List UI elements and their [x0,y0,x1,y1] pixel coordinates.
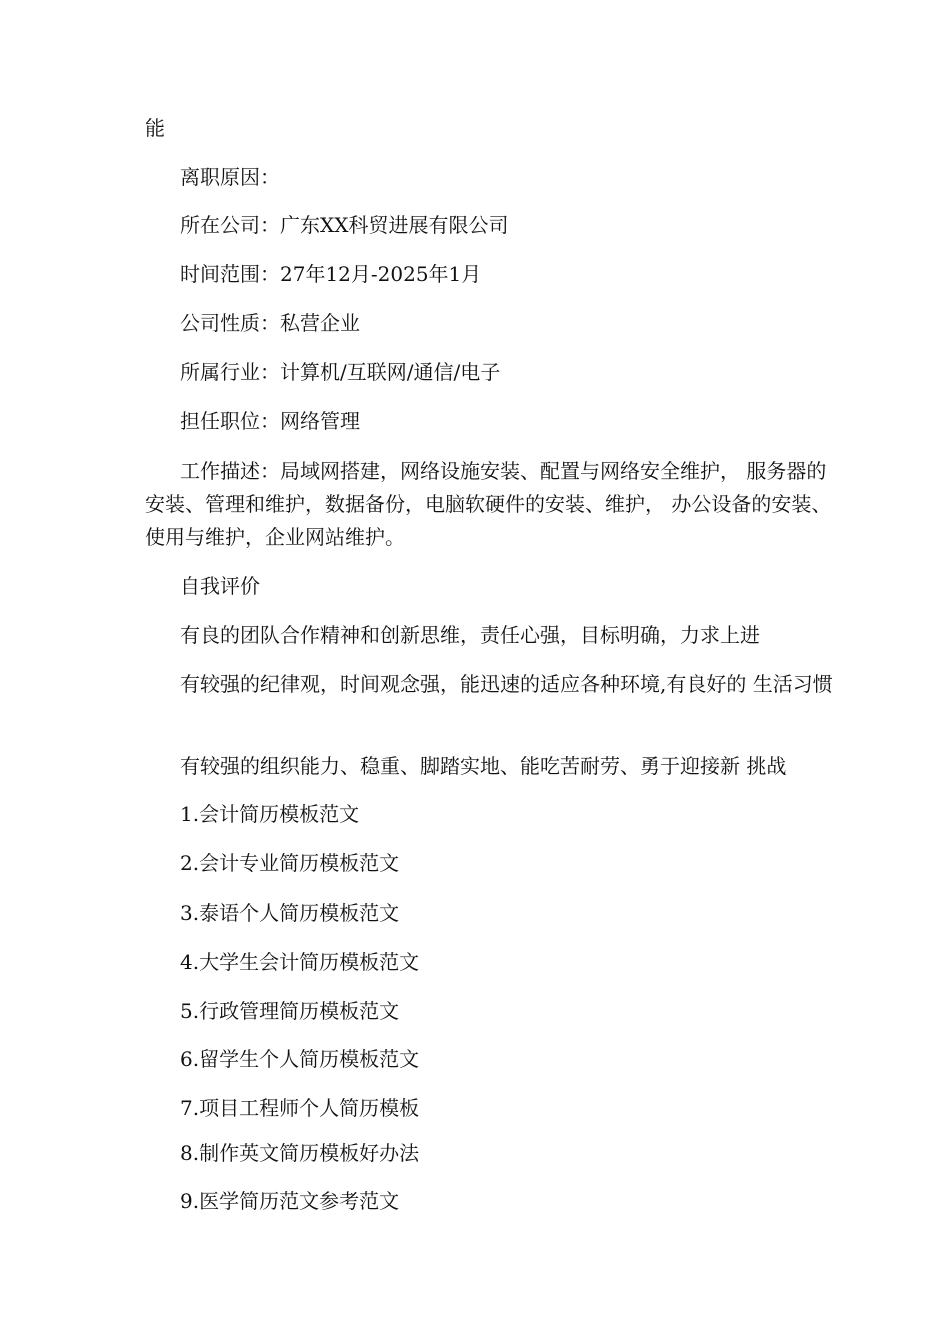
text-line-continuation: 能 [145,116,165,140]
list-item: 1.会计简历模板范文 [180,802,360,826]
list-item: 4.大学生会计简历模板范文 [180,950,420,974]
text-line-position: 担任职位：网络管理 [180,409,360,433]
section-heading-self-evaluation: 自我评价 [180,574,260,598]
text-line-industry: 所属行业：计算机/互联网/通信/电子 [180,360,501,384]
list-item: 7.项目工程师个人简历模板 [180,1096,420,1120]
list-item: 3.泰语个人简历模板范文 [180,901,400,925]
text-line-time-range: 时间范围：27年12月-2025年1月 [180,262,482,286]
list-item: 6.留学生个人简历模板范文 [180,1047,420,1071]
text-line-self-eval-3: 有较强的组织能力、稳重、脚踏实地、能吃苦耐劳、勇于迎接新 挑战 [180,754,787,778]
text-line-leave-reason: 离职原因： [180,165,280,189]
paragraph-self-eval-2: 有较强的纪律观，时间观念强，能迅速的适应各种环境,有良好的 生活习惯 [180,672,833,696]
paragraph-job-description: 工作描述：局域网搭建，网络设施安装、配置与网络安全维护， 服务器的安装、管理和维护，数据备份，电脑软硬件的安装、维护， 办公设备的安装、使用与维护，企业网站维护。 [145,459,832,549]
text-line-company: 所在公司：广东XX科贸进展有限公司 [180,213,509,237]
list-item: 5.行政管理简历模板范文 [180,999,400,1023]
list-item: 9.医学简历范文参考范文 [180,1189,400,1213]
list-item: 2.会计专业简历模板范文 [180,851,400,875]
text-line-company-type: 公司性质：私营企业 [180,311,360,335]
text-line-self-eval-1: 有良的团队合作精神和创新思维，责任心强，目标明确，力求上进 [180,623,760,647]
list-item: 8.制作英文简历模板好办法 [180,1141,420,1165]
